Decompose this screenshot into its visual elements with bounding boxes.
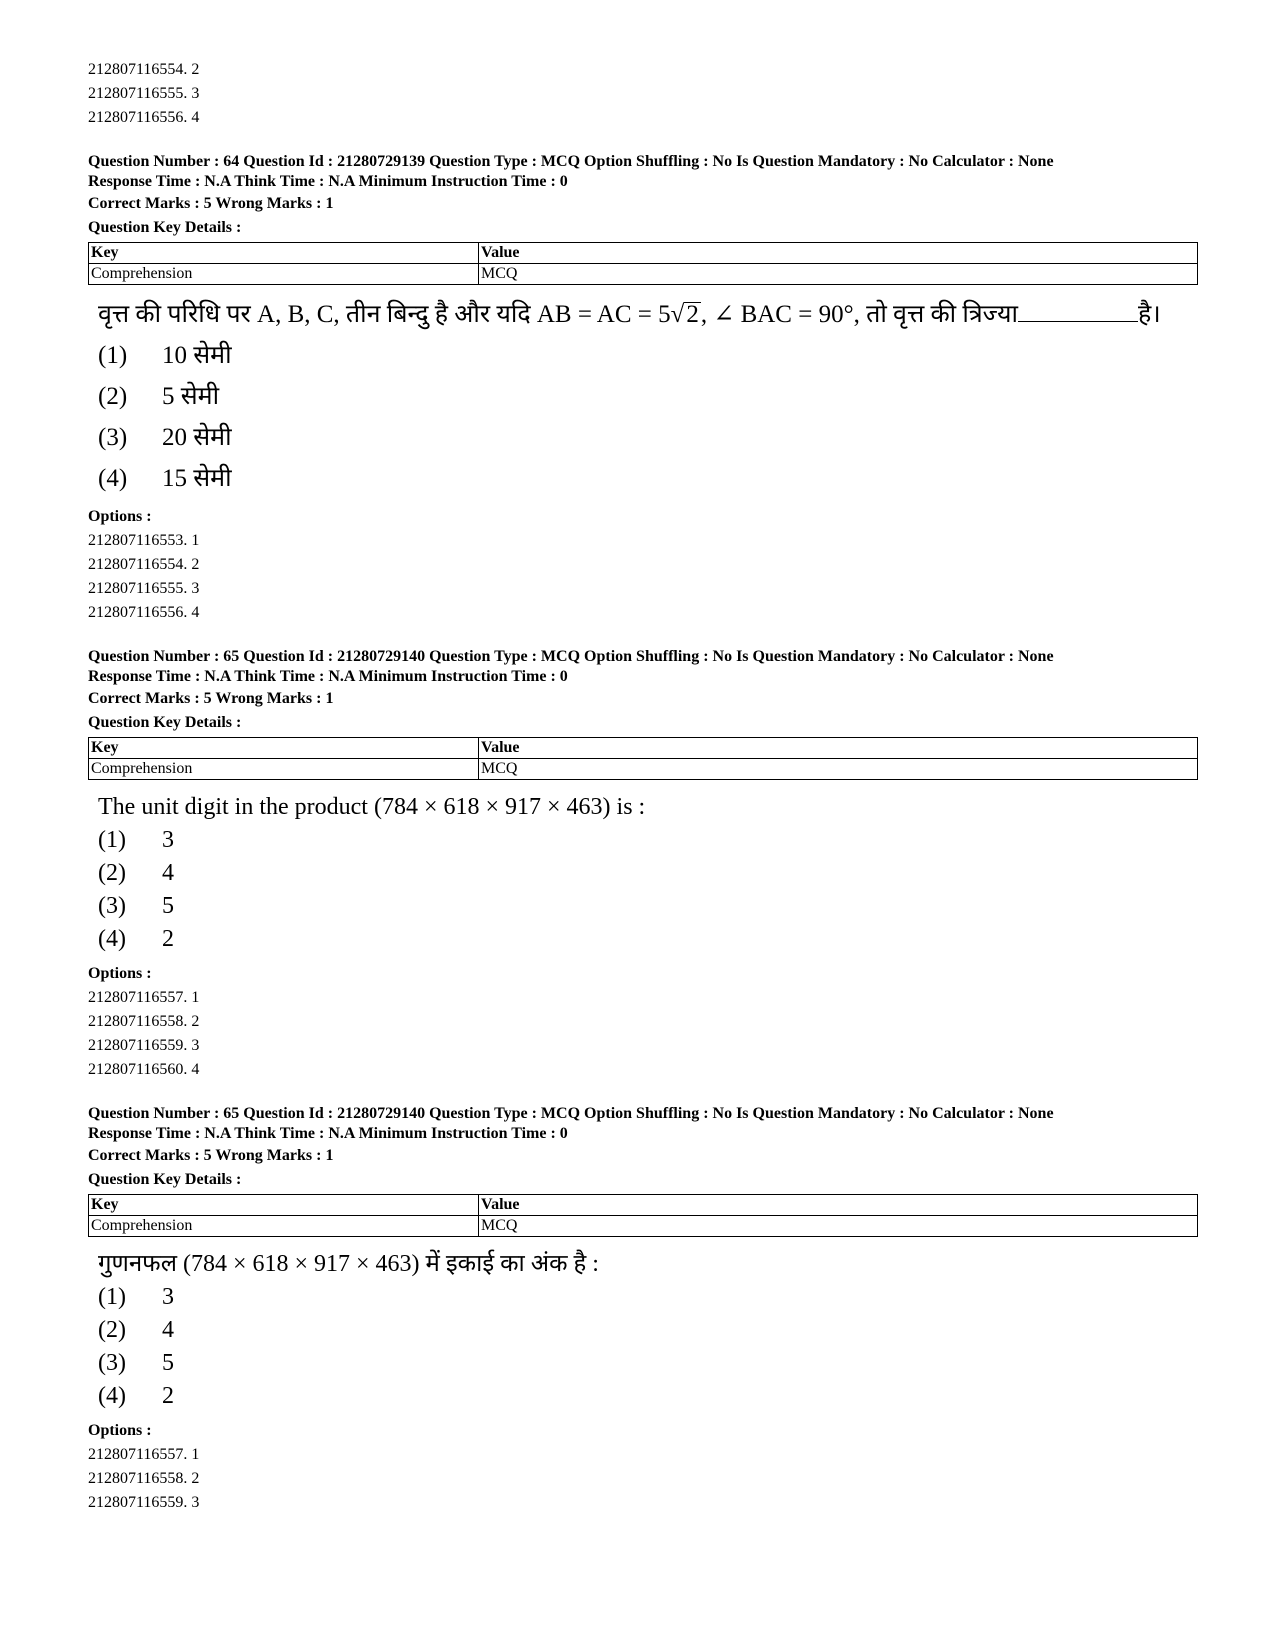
choice-text: 20 सेमी [162, 424, 232, 451]
choice-item [88, 824, 1198, 857]
option-id: 212807116554. 2 [88, 556, 200, 573]
option-id: 212807116556. 4 [88, 604, 200, 621]
table-row [89, 759, 1198, 780]
table-row [89, 1216, 1198, 1237]
choice-number: (4) [98, 465, 128, 492]
choice-item [88, 857, 1198, 890]
choice-text: 10 सेमी [162, 342, 232, 369]
question-block-64 [88, 152, 1198, 625]
options-label: Options : [88, 1422, 152, 1439]
key-details-table [88, 1194, 1198, 1237]
choices-list [88, 824, 1198, 956]
choice-number: (2) [98, 1317, 126, 1343]
option-id: 212807116558. 2 [88, 1470, 200, 1487]
options-label: Options : [88, 965, 152, 982]
key-details-label: Question Key Details : [88, 714, 242, 731]
question-text-prefix: वृत्त की परिधि पर A, B, C, तीन बिन्दु है और यदि AB = AC = 5 [98, 301, 671, 328]
option-id: 212807116557. 1 [88, 989, 200, 1006]
answer-blank [1018, 301, 1138, 322]
choice-number: (3) [98, 893, 126, 919]
value-cell: MCQ [479, 264, 1198, 285]
choice-number: (4) [98, 1383, 126, 1409]
marks-line: Correct Marks : 5 Wrong Marks : 1 [88, 690, 334, 707]
key-details-label: Question Key Details : [88, 1171, 242, 1188]
option-id: 212807116556. 4 [88, 109, 200, 126]
choice-text: 3 [162, 827, 174, 853]
choice-item [88, 1380, 1198, 1413]
option-id: 212807116553. 1 [88, 532, 200, 549]
choice-item [88, 1281, 1198, 1314]
document-page [88, 58, 1198, 1515]
choices-list [88, 1281, 1198, 1413]
key-cell: Comprehension [89, 1216, 479, 1237]
sqrt-symbol: √ [670, 301, 685, 328]
choice-number: (1) [98, 342, 128, 369]
marks-line: Correct Marks : 5 Wrong Marks : 1 [88, 195, 334, 212]
question-header-line2: Response Time : N.A Think Time : N.A Minimum Instruction Time : 0 [88, 173, 568, 190]
choice-item [88, 376, 1198, 417]
question-block-65-hindi [88, 1104, 1198, 1515]
question-text-suffix: है। [1137, 301, 1161, 328]
choice-item [88, 417, 1198, 458]
choice-number: (2) [98, 860, 126, 886]
option-id: 212807116554. 2 [88, 61, 200, 78]
choice-number: (3) [98, 424, 128, 451]
option-id: 212807116555. 3 [88, 580, 200, 597]
key-details-table [88, 242, 1198, 285]
choice-text: 15 सेमी [162, 465, 232, 492]
key-details-table [88, 737, 1198, 780]
question-header-line1: Question Number : 65 Question Id : 21280729140 Question Type : MCQ Option Shuffling : No Is Question Mandatory : No Calculator : None [88, 648, 1054, 665]
key-header-cell: Key [89, 738, 479, 759]
value-header-cell: Value [479, 738, 1198, 759]
question-text [88, 295, 1198, 335]
table-header-row [89, 243, 1198, 264]
table-row [89, 264, 1198, 285]
table-header-row [89, 738, 1198, 759]
options-label: Options : [88, 508, 152, 525]
choice-text: 5 सेमी [162, 383, 220, 410]
option-id: 212807116557. 1 [88, 1446, 200, 1463]
question-text-mid: , ∠ BAC = 90°, तो वृत्त की त्रिज्या [700, 301, 1018, 328]
choice-item [88, 890, 1198, 923]
question-header-line2: Response Time : N.A Think Time : N.A Minimum Instruction Time : 0 [88, 668, 568, 685]
key-details-label: Question Key Details : [88, 219, 242, 236]
question-block-65-english [88, 647, 1198, 1082]
sqrt-radicand: 2 [686, 301, 699, 328]
value-header-cell: Value [479, 243, 1198, 264]
question-header-line1: Question Number : 65 Question Id : 21280729140 Question Type : MCQ Option Shuffling : No Is Question Mandatory : No Calculator : None [88, 1105, 1054, 1122]
value-header-cell: Value [479, 1195, 1198, 1216]
option-id: 212807116559. 3 [88, 1494, 200, 1511]
choice-number: (4) [98, 926, 126, 952]
question-header-line2: Response Time : N.A Think Time : N.A Minimum Instruction Time : 0 [88, 1125, 568, 1142]
top-options-list [88, 58, 1198, 130]
choice-text: 4 [162, 1317, 174, 1343]
option-id: 212807116558. 2 [88, 1013, 200, 1030]
marks-line: Correct Marks : 5 Wrong Marks : 1 [88, 1147, 334, 1164]
value-cell: MCQ [479, 1216, 1198, 1237]
option-id: 212807116559. 3 [88, 1037, 200, 1054]
choice-text: 5 [162, 1350, 174, 1376]
choice-item [88, 1314, 1198, 1347]
key-header-cell: Key [89, 243, 479, 264]
option-id: 212807116555. 3 [88, 85, 200, 102]
question-text: गुणनफल (784 × 618 × 917 × 463) में इकाई का अंक है : [98, 1251, 599, 1277]
choice-text: 2 [162, 926, 174, 952]
option-id: 212807116560. 4 [88, 1061, 200, 1078]
choice-number: (1) [98, 1284, 126, 1310]
key-cell: Comprehension [89, 759, 479, 780]
key-header-cell: Key [89, 1195, 479, 1216]
value-cell: MCQ [479, 759, 1198, 780]
question-text: The unit digit in the product (784 × 618 × 917 × 463) is : [98, 794, 646, 820]
choice-item [88, 335, 1198, 376]
choice-text: 2 [162, 1383, 174, 1409]
choice-text: 5 [162, 893, 174, 919]
choice-number: (1) [98, 827, 126, 853]
choice-text: 4 [162, 860, 174, 886]
choice-item [88, 458, 1198, 499]
table-header-row [89, 1195, 1198, 1216]
key-cell: Comprehension [89, 264, 479, 285]
choice-item [88, 923, 1198, 956]
choice-text: 3 [162, 1284, 174, 1310]
choice-number: (3) [98, 1350, 126, 1376]
question-header-line1: Question Number : 64 Question Id : 21280729139 Question Type : MCQ Option Shuffling : No Is Question Mandatory : No Calculator : None [88, 153, 1054, 170]
choice-item [88, 1347, 1198, 1380]
choice-number: (2) [98, 383, 128, 410]
choices-list [88, 335, 1198, 499]
